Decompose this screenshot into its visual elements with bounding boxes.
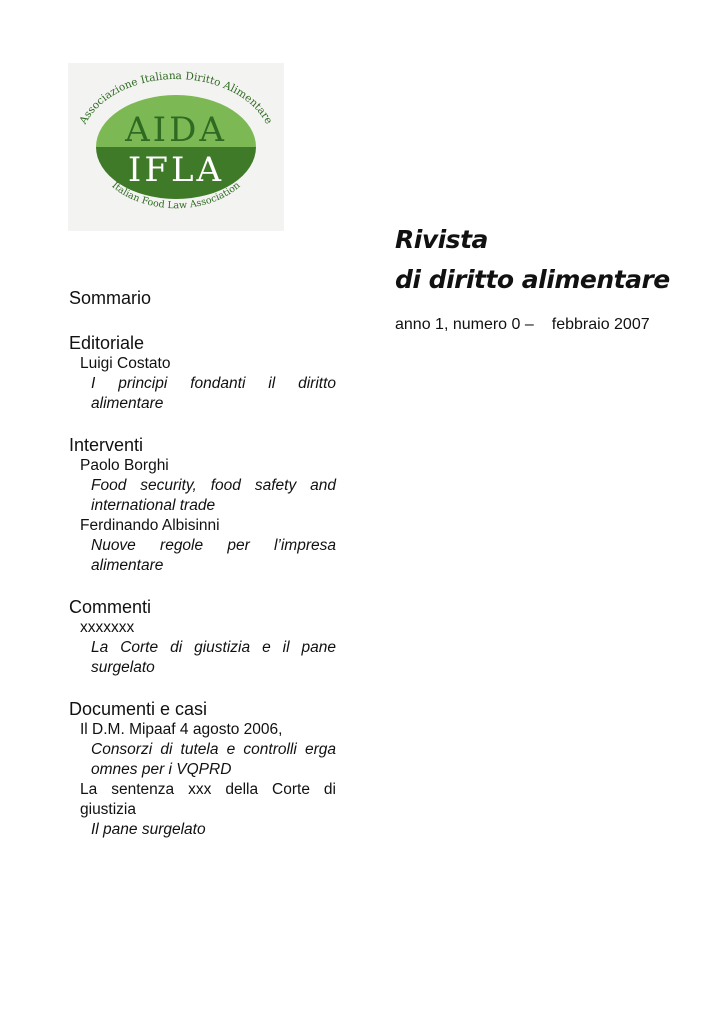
entry-work: La Corte di giustizia e il pane surgelato [91, 639, 336, 676]
logo-graphic [68, 63, 284, 231]
section-title: Documenti e casi [69, 699, 208, 719]
toc-section-interventi [69, 434, 336, 576]
toc-section-editoriale [69, 332, 336, 414]
journal-title-line1: Rivista [395, 225, 488, 254]
logo-top-arc-text: Associazione Italiana Diritto Alimentare [77, 69, 275, 127]
toc-section-documenti-e-casi [69, 698, 336, 840]
entry-author: xxxxxxx [80, 619, 135, 636]
issue-info [395, 316, 650, 334]
section-title: Interventi [69, 435, 144, 455]
issue-date: febbraio 2007 [551, 316, 650, 333]
entry-work: Food security, food safety and international trade [91, 477, 336, 514]
issue-number: anno 1, numero 0 – [395, 316, 534, 333]
logo-bottom-arc-text: Italian Food Law Association [109, 179, 243, 212]
toc-title: Sommario [69, 288, 152, 308]
entry-author: Paolo Borghi [80, 457, 169, 474]
logo-upper-word: AIDA [125, 110, 227, 150]
toc-section-commenti [69, 596, 336, 678]
entry-work: I principi fondanti il diritto alimentare [91, 375, 336, 412]
entry-author: Ferdinando Albisinni [80, 517, 220, 534]
section-title: Commenti [69, 597, 152, 617]
aida-ifla-logo [68, 63, 284, 231]
logo-lower-word: IFLA [127, 150, 225, 190]
entry-author: La sentenza xxx della Corte di giustizia [80, 781, 336, 818]
entry-work: Il pane surgelato [91, 821, 206, 838]
table-of-contents [69, 286, 336, 860]
section-title: Editoriale [69, 333, 145, 353]
entry-author: Luigi Costato [80, 355, 171, 372]
entry-work: Consorzi di tutela e controlli erga omnes per i VQPRD [91, 741, 336, 778]
journal-title [395, 220, 695, 300]
entry-author: Il D.M. Mipaaf 4 agosto 2006, [80, 721, 283, 738]
entry-work: Nuove regole per l’impresa alimentare [91, 537, 336, 574]
journal-title-line2: di diritto alimentare [395, 265, 670, 294]
